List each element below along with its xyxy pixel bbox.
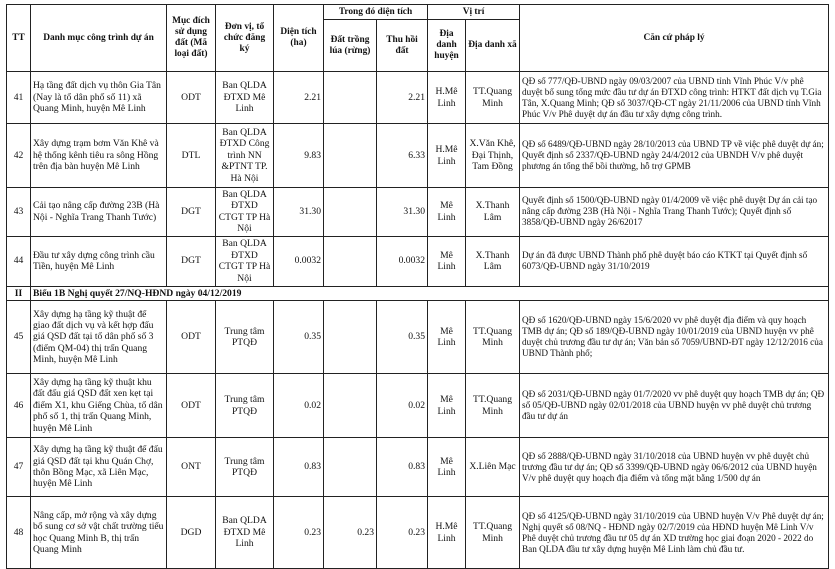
commune-name: X.Văn Khê, Đại Thịnh, Tam Đồng — [466, 124, 520, 188]
recovered-land-value: 0.23 — [377, 497, 428, 569]
section-number: II — [7, 286, 31, 300]
legal-basis: QĐ số 6489/QĐ-UBND ngày 28/10/2013 của UBND TP về việc phê duyệt dự án; Quyết định số 2337/QĐ-UBND ngày 24/4/2012 của UBNDH V/v phê duyệt phương án tổng thể bồi thường, hỗ trợ GPMB — [520, 124, 829, 188]
header-area: Diện tích (ha) — [274, 5, 324, 72]
rice-land-value — [324, 72, 377, 124]
area-value: 0.23 — [274, 497, 324, 569]
row-number: 46 — [7, 374, 31, 438]
land-purpose: DTL — [167, 124, 216, 188]
registering-unit: Ban QLDA ĐTXD CTGT TP Hà Nội — [216, 236, 274, 286]
legal-basis: Dự án đã được UBND Thành phố phê duyệt báo cáo KTKT tại Quyết định số 6073/QĐ-UBND ngày 31/10/2019 — [520, 236, 829, 286]
table-row — [7, 438, 829, 497]
header-row-1 — [7, 5, 829, 20]
recovered-land-value: 0.83 — [377, 438, 428, 497]
rice-land-value: 0.23 — [324, 497, 377, 569]
district-name: H.Mê Linh — [428, 497, 466, 569]
legal-basis: QĐ số 1620/QĐ-UBND ngày 15/6/2020 vv phê duyệt địa điểm và quy hoạch TMB dự án; QĐ số 189/QĐ-UBND ngày 10/01/2019 của UBND huyện vv phê duyệt chủ trương đầu tư dự án; Văn bản số 7059/UBND-ĐT ngày 12/12/2016 của UBND Thành phố; — [520, 301, 829, 374]
table-row — [7, 188, 829, 237]
recovered-land-value: 0.35 — [377, 301, 428, 374]
recovered-land-value: 0.0032 — [377, 236, 428, 286]
registering-unit: Trung tâm PTQĐ — [216, 301, 274, 374]
land-purpose: DGT — [167, 236, 216, 286]
table-row — [7, 72, 829, 124]
table-row — [7, 236, 829, 286]
registering-unit: Trung tâm PTQĐ — [216, 438, 274, 497]
table-row — [7, 497, 829, 569]
legal-basis: QĐ số 2031/QĐ-UBND ngày 01/7/2020 vv phê duyệt quy hoạch TMB dự án; QĐ số 05/QĐ-UBND ngày 02/01/2018 của UBND huyện vv phê duyệt chủ trương đầu tư dự án — [520, 374, 829, 438]
header-legal-basis: Căn cứ pháp lý — [520, 5, 829, 72]
land-purpose: ONT — [167, 438, 216, 497]
area-value: 31.30 — [274, 188, 324, 237]
recovered-land-value: 31.30 — [377, 188, 428, 237]
section-title: Biểu 1B Nghị quyết 27/NQ-HĐND ngày 04/12/2019 — [31, 286, 829, 300]
registering-unit: Ban QLDA ĐTXD CTGT TP Hà Nội — [216, 188, 274, 237]
land-purpose: ODT — [167, 301, 216, 374]
table-section — [7, 286, 829, 300]
recovered-land-value: 0.02 — [377, 374, 428, 438]
row-number: 47 — [7, 438, 31, 497]
recovered-land-value: 6.33 — [377, 124, 428, 188]
commune-name: TT.Quang Minh — [466, 497, 520, 569]
legal-basis: QĐ số 777/QĐ-UBND ngày 09/03/2007 của UBND tỉnh Vĩnh Phúc V/v phê duyệt bổ sung tổng mức đầu tư dự án ĐTXD công trình: HTKT đất dịch vụ T.Gia Tân, X.Quang Minh; QĐ số 3037/QĐ-CT ngày 21/11/2006 của UBND tỉnh Vĩnh Phúc V/v Phê duyệt dự án đầu tư xây dựng công trình. — [520, 72, 829, 124]
row-number: 41 — [7, 72, 31, 124]
project-name: Nâng cấp, mở rộng và xây dựng bổ sung cơ sở vật chất trường tiểu học Quang Minh B, thị trấn Quang Minh — [31, 497, 167, 569]
project-name: Đầu tư xây dựng công trình cầu Tiền, huyện Mê Linh — [31, 236, 167, 286]
land-purpose: DGD — [167, 497, 216, 569]
header-unit: Đơn vị, tổ chức đăng ký — [216, 5, 274, 72]
district-name: Mê Linh — [428, 188, 466, 237]
header-tt: TT — [7, 5, 31, 72]
area-value: 0.35 — [274, 301, 324, 374]
header-in-which: Trong đó diện tích — [324, 5, 428, 20]
row-number: 45 — [7, 301, 31, 374]
rice-land-value — [324, 301, 377, 374]
commune-name: X.Thanh Lâm — [466, 188, 520, 237]
legal-basis: Quyết định số 1500/QĐ-UBND ngày 01/4/2009 về việc phê duyệt Dự án cải tạo nâng cấp đường 23B (Hà Nội - Nghĩa Trang Thanh Tước); Quyết định số 3858/QĐ-UBND ngày 26/62017 — [520, 188, 829, 237]
table-body-part-1 — [7, 72, 829, 287]
project-name: Xây dựng hạ tầng kỹ thuật để giao đất dịch vụ và kết hợp đấu giá QSD đất tại tổ dân phố số 3 (điểm QM-04) thị trấn Quang Minh, huyện Mê Linh — [31, 301, 167, 374]
area-value: 0.83 — [274, 438, 324, 497]
land-purpose: ODT — [167, 374, 216, 438]
table-body-part-2 — [7, 301, 829, 569]
district-name: Mê Linh — [428, 438, 466, 497]
row-number: 43 — [7, 188, 31, 237]
commune-name: TT.Quang Minh — [466, 301, 520, 374]
district-name: Mê Linh — [428, 301, 466, 374]
project-name: Xây dựng hạ tầng kỹ thuật để đấu giá QSD đất tại khu Quán Chợ, thôn Bồng Mạc, xã Liên Mạc, huyện Mê Linh — [31, 438, 167, 497]
header-purpose: Mục đích sử dụng đất (Mã loại đất) — [167, 5, 216, 72]
header-commune: Địa danh xã — [466, 20, 520, 72]
rice-land-value — [324, 124, 377, 188]
row-number: 42 — [7, 124, 31, 188]
area-value: 2.21 — [274, 72, 324, 124]
legal-basis: QĐ số 4125/QĐ-UBND ngày 31/10/2019 của UBND huyện V/v Phê duyệt dự án; Nghị quyết số 08/NQ - HĐND ngày 02/7/2019 của HĐND huyện Mê Linh V/v Phê duyệt chủ trương đầu tư 05 dự án XD trường học giai đoạn 2020 - 2022 do Ban QLDA đầu tư xây dựng huyện Mê Linh làm chủ đầu tư. — [520, 497, 829, 569]
commune-name: TT.Quang Minh — [466, 374, 520, 438]
legal-basis: QĐ số 2888/QĐ-UBND ngày 31/10/2018 của UBND huyện vv phê duyệt chủ trương đầu tư dự án; QĐ số 3399/QĐ-UBND ngày 06/6/2012 của UBND huyện V/v phê duyệt quy hoạch địa điểm và tổng mặt bằng 1/500 dự án — [520, 438, 829, 497]
district-name: Mê Linh — [428, 374, 466, 438]
rice-land-value — [324, 236, 377, 286]
table-row — [7, 374, 829, 438]
commune-name: TT.Quang Minh — [466, 72, 520, 124]
row-number: 44 — [7, 236, 31, 286]
district-name: Mê Linh — [428, 236, 466, 286]
rice-land-value — [324, 374, 377, 438]
header-rice-land: Đất trồng lúa (rừng) — [324, 20, 377, 72]
rice-land-value — [324, 438, 377, 497]
district-name: H.Mê Linh — [428, 72, 466, 124]
project-name: Xây dựng hạ tầng kỹ thuật khu đất đấu giá QSD đất xen kẹt tại điểm X1, khu Giếng Chùa, tổ dân phố số 1, thị trấn Quang Minh, huyện Mê Linh — [31, 374, 167, 438]
header-location: Vị trí — [428, 5, 520, 20]
section-row — [7, 286, 829, 300]
row-number: 48 — [7, 497, 31, 569]
commune-name: X.Liên Mạc — [466, 438, 520, 497]
header-project-name: Danh mục công trình dự án — [31, 5, 167, 72]
table-row — [7, 301, 829, 374]
table-row — [7, 124, 829, 188]
area-value: 0.02 — [274, 374, 324, 438]
registering-unit: Ban QLDA ĐTXD Công trình NN &PTNT TP. Hà Nội — [216, 124, 274, 188]
registering-unit: Ban QLDA ĐTXD Mê Linh — [216, 72, 274, 124]
commune-name: X.Thanh Lâm — [466, 236, 520, 286]
recovered-land-value: 2.21 — [377, 72, 428, 124]
district-name: H.Mê Linh — [428, 124, 466, 188]
project-name: Hạ tầng đất dịch vụ thôn Gia Tân (Nay là tổ dân phố số 11) xã Quang Minh, huyện Mê Linh — [31, 72, 167, 124]
area-value: 9.83 — [274, 124, 324, 188]
header-recovered-land: Thu hồi đất — [377, 20, 428, 72]
land-purpose: ODT — [167, 72, 216, 124]
project-name: Xây dựng trạm bơm Văn Khê và hệ thống kênh tiêu ra sông Hồng trên địa bàn huyện Mê Linh — [31, 124, 167, 188]
header-district: Địa danh huyện — [428, 20, 466, 72]
area-value: 0.0032 — [274, 236, 324, 286]
land-purpose: DGT — [167, 188, 216, 237]
project-name: Cải tạo nâng cấp đường 23B (Hà Nội - Nghĩa Trang Thanh Tước) — [31, 188, 167, 237]
land-use-project-table — [6, 4, 829, 569]
rice-land-value — [324, 188, 377, 237]
document-page — [6, 4, 829, 569]
registering-unit: Ban QLDA ĐTXD Mê Linh — [216, 497, 274, 569]
registering-unit: Trung tâm PTQĐ — [216, 374, 274, 438]
